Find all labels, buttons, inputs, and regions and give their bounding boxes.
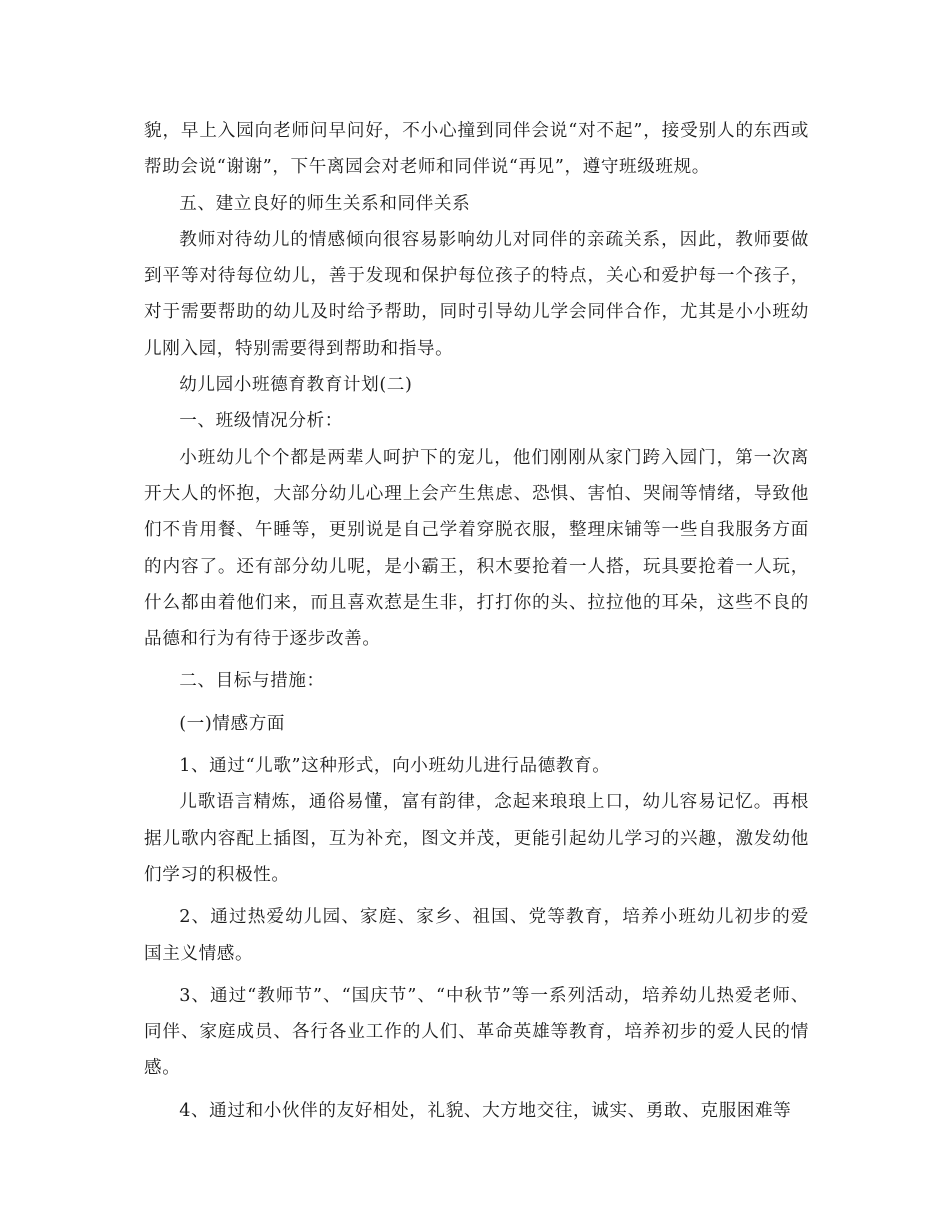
- paragraph-continued: 貌，早上入园向老师问早问好，不小心撞到同伴会说“对不起”，接受别人的东西或帮助会说“谢谢”，下午离园会对老师和同伴说“再见”，遵守班级班规。: [144, 121, 809, 178]
- paragraph: 小班幼儿个个都是两辈人呵护下的宠儿，他们刚刚从家门跨入园门，第一次离开大人的怀抱，大部分幼儿心理上会产生焦虑、恐惧、害怕、哭闹等情绪，导致他们不肯用餐、午睡等，更别说是自己学着穿脱衣服，整理床铺等一些自我服务方面的内容了。还有部分幼儿呢，是小霸王，积木要抢着一人搭，玩具要抢着一人玩，什么都由着他们来，而且喜欢惹是生非，打打你的头、拉拉他的耳朵，这些不良的品德和行为有待于逐步改善。: [144, 447, 809, 650]
- section-heading-2: 二、目标与措施：: [179, 671, 325, 692]
- section-heading-5: 五、建立良好的师生关系和同伴关系: [179, 193, 471, 214]
- paragraph: 教师对待幼儿的情感倾向很容易影响幼儿对同伴的亲疏关系，因此，教师要做到平等对待每位幼儿，善于发现和保护每位孩子的特点，关心和爱护每一个孩子，对于需要帮助的幼儿及时给予帮助，同时引导幼儿学会同伴合作，尤其是小小班幼儿刚入园，特别需要得到帮助和指导。: [144, 229, 809, 359]
- list-item-1: 1、通过“儿歌”这种形式，向小班幼儿进行品德教育。: [179, 756, 611, 777]
- list-item-4: 4、通过和小伙伴的友好相处，礼貌、大方地交往，诚实、勇敢、克服困难等: [179, 1100, 792, 1121]
- document-subtitle: 幼儿园小班德育教育计划(二): [179, 375, 413, 396]
- paragraph: 儿歌语言精炼，通俗易懂，富有韵律，念起来琅琅上口，幼儿容易记忆。再根据儿歌内容配上插图，互为补充，图文并茂，更能引起幼儿学习的兴趣，激发幼他们学习的积极性。: [144, 792, 809, 885]
- list-item-2: 2、通过热爱幼儿园、家庭、家乡、祖国、党等教育，培养小班幼儿初步的爱国主义情感。: [144, 907, 809, 964]
- subsection-heading: (一)情感方面: [179, 713, 286, 734]
- document-body: [144, 113, 809, 1129]
- list-item-3: 3、通过“教师节”、“国庆节”、“中秋节”等一系列活动，培养幼儿热爱老师、同伴、家庭成员、各行各业工作的人们、革命英雄等教育，培养初步的爱人民的情感。: [144, 985, 809, 1079]
- section-heading-1: 一、班级情况分析：: [179, 411, 343, 432]
